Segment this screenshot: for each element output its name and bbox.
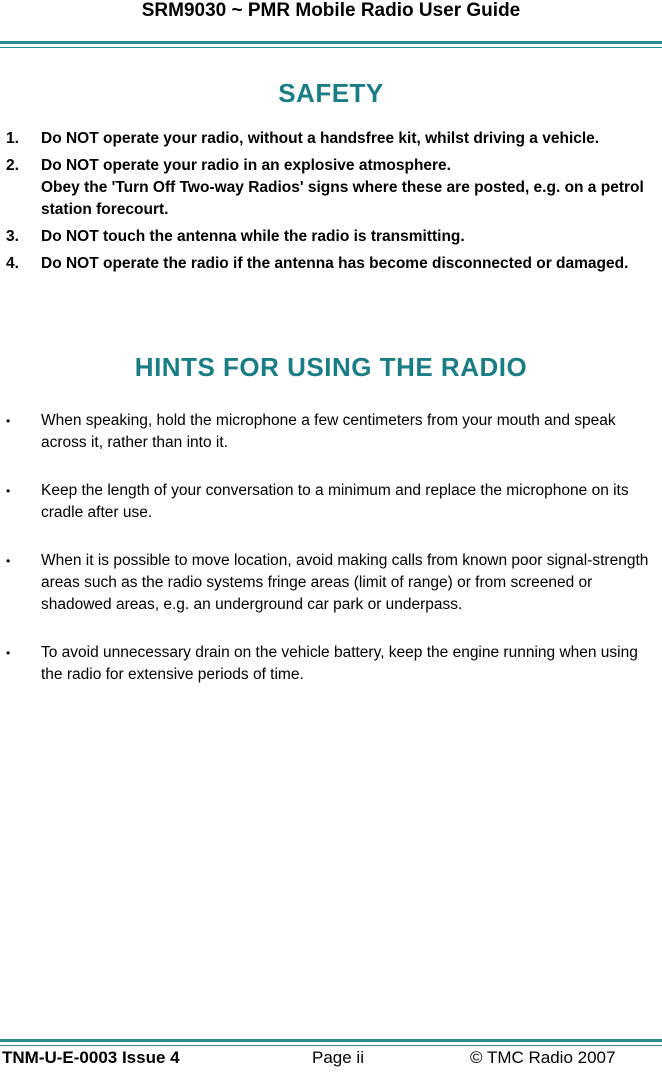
safety-item-4 xyxy=(0,253,662,275)
bullet-icon: • xyxy=(6,414,11,428)
hint-item-3 xyxy=(0,550,662,616)
safety-item-number: 1. xyxy=(6,130,19,147)
safety-item-2 xyxy=(0,155,662,221)
footer-copyright: © TMC Radio 2007 xyxy=(470,1048,616,1067)
safety-item-text: Do NOT operate your radio in an explosive atmosphere. xyxy=(41,157,451,174)
safety-item-text: Do NOT operate your radio, without a handsfree kit, whilst driving a vehicle. xyxy=(41,130,600,147)
safety-item-text: Do NOT touch the antenna while the radio is transmitting. xyxy=(41,228,465,245)
footer-page-number: Page ii xyxy=(312,1048,364,1067)
safety-heading: SAFETY xyxy=(278,78,384,108)
bullet-icon: • xyxy=(6,554,11,568)
hints-list xyxy=(0,410,662,712)
hint-item-text: When it is possible to move location, avoid making calls from known poor signal-strength areas such as the radio systems fringe areas (limit of range) or from screened or shadowed areas, e.g. an underground car park or underpass. xyxy=(41,552,649,613)
hint-item-text: Keep the length of your conversation to a minimum and replace the microphone on its cradle after use. xyxy=(41,482,629,521)
hint-item-2 xyxy=(0,480,662,524)
safety-item-3 xyxy=(0,226,662,248)
hint-item-text: To avoid unnecessary drain on the vehicle battery, keep the engine running when using the radio for extensive periods of time. xyxy=(41,644,638,683)
safety-list xyxy=(0,128,662,280)
hint-item-text: When speaking, hold the microphone a few centimeters from your mouth and speak across it, rather than into it. xyxy=(41,412,616,451)
bullet-icon: • xyxy=(6,484,11,498)
safety-item-number: 3. xyxy=(6,228,19,245)
safety-item-text-continued: Obey the 'Turn Off Two-way Radios' signs where these are posted, e.g. on a petrol station forecourt. xyxy=(41,179,644,218)
safety-item-number: 4. xyxy=(6,255,19,272)
header-divider xyxy=(0,41,662,46)
page-header-title: SRM9030 ~ PMR Mobile Radio User Guide xyxy=(141,0,521,21)
footer-document-reference: TNM-U-E-0003 Issue 4 xyxy=(2,1048,180,1067)
safety-item-number: 2. xyxy=(6,157,19,174)
page-footer xyxy=(0,1047,662,1071)
safety-item-1 xyxy=(0,128,662,150)
hints-heading: HINTS FOR USING THE RADIO xyxy=(134,352,528,382)
footer-divider xyxy=(0,1039,662,1044)
hint-item-4 xyxy=(0,642,662,686)
bullet-icon: • xyxy=(6,646,11,660)
hint-item-1 xyxy=(0,410,662,454)
safety-item-text: Do NOT operate the radio if the antenna has become disconnected or damaged. xyxy=(41,255,629,272)
